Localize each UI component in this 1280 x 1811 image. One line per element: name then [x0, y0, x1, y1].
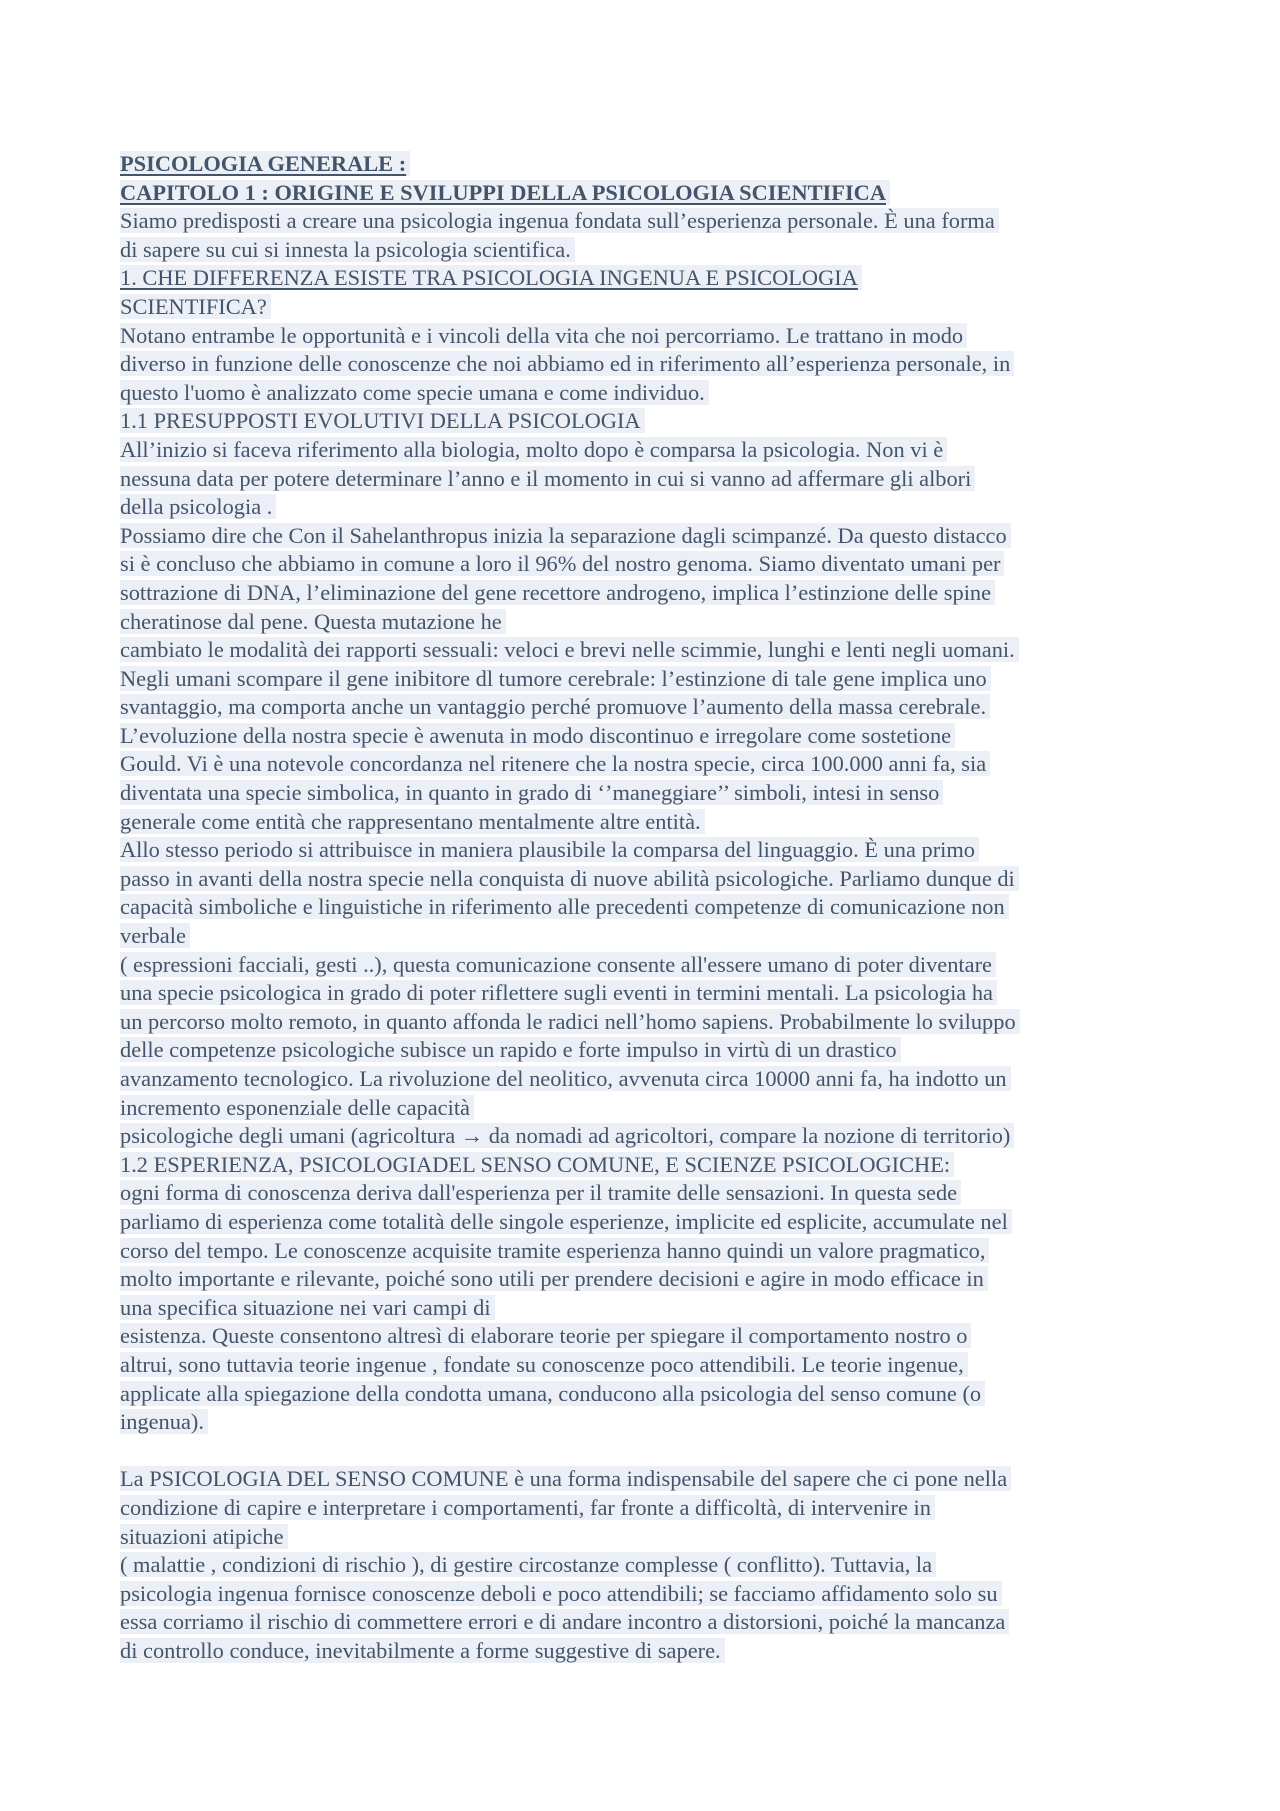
chapter-heading [120, 179, 1180, 208]
text-line [120, 750, 1180, 779]
text-line-content: cheratinose dal pene. Questa mutazione he [120, 609, 506, 634]
text-line [120, 1265, 1180, 1294]
text-line-content: capacità simboliche e linguistiche in riferimento alle precedenti competenze di comunicazione non [120, 894, 1009, 919]
text-line [120, 1179, 1180, 1208]
text-line-content: Gould. Vi è una notevole concordanza nel ritenere che la nostra specie, circa 100.000 anni fa, sia [120, 751, 990, 776]
document-page [120, 150, 1180, 1665]
text-line-content: Allo stesso periodo si attribuisce in maniera plausibile la comparsa del linguaggio. È una primo [120, 837, 979, 862]
text-line-content: psicologia ingenua fornisce conoscenze deboli e poco attendibili; se facciamo affidamento solo su [120, 1581, 1002, 1606]
text-line-content: ( malattie , condizioni di rischio ), di gestire circostanze complesse ( conflitto). Tuttavia, la [120, 1552, 936, 1577]
text-line-content: La PSICOLOGIA DEL SENSO COMUNE è una forma indispensabile del sapere che ci pone nella [120, 1466, 1011, 1491]
text-line [120, 1494, 1180, 1523]
text-line [120, 1408, 1180, 1437]
text-line-content: situazioni atipiche [120, 1524, 288, 1549]
text-line-content: L’evoluzione della nostra specie è awenuta in modo discontinuo e irregolare come sostetione [120, 723, 955, 748]
text-line [120, 1036, 1180, 1065]
text-line [120, 379, 1180, 408]
text-line [120, 1208, 1180, 1237]
text-line [120, 836, 1180, 865]
text-line [120, 1294, 1180, 1323]
text-line [120, 207, 1180, 236]
text-line-content: ingenua). [120, 1409, 208, 1434]
text-line-content: questo l'uomo è analizzato come specie umana e come individuo. [120, 380, 709, 405]
text-line-content: Notano entrambe le opportunità e i vincoli della vita che noi percorriamo. Le trattano in modo [120, 323, 967, 348]
text-line-content: sottrazione di DNA, l’eliminazione del gene recettore androgeno, implica l’estinzione delle spine [120, 580, 995, 605]
text-line [120, 808, 1180, 837]
text-line-content: 1. CHE DIFFERENZA ESISTE TRA PSICOLOGIA INGENUA E PSICOLOGIA [120, 265, 862, 290]
text-line-content: verbale [120, 923, 190, 948]
text-line-content: di sapere su cui si innesta la psicologia scientifica. [120, 237, 575, 262]
text-line [120, 1580, 1180, 1609]
text-line-content: parliamo di esperienza come totalità delle singole esperienze, implicite ed esplicite, accumulate nel [120, 1209, 1012, 1234]
text-line [120, 1551, 1180, 1580]
text-line-content: passo in avanti della nostra specie nella conquista di nuove abilità psicologiche. Parliamo dunque di [120, 866, 1019, 891]
text-line-content: Negli umani scompare il gene inibitore dl tumore cerebrale: l’estinzione di tale gene implica uno [120, 666, 991, 691]
text-line-content: avanzamento tecnologico. La rivoluzione del neolitico, avvenuta circa 10000 anni fa, ha indotto un [120, 1066, 1011, 1091]
text-line [120, 779, 1180, 808]
text-line [120, 693, 1180, 722]
text-line [120, 465, 1180, 494]
text-line [120, 350, 1180, 379]
text-line [120, 550, 1180, 579]
text-line-content: diverso in funzione delle conoscenze che noi abbiamo ed in riferimento all’esperienza personale, in [120, 351, 1014, 376]
text-line-content: corso del tempo. Le conoscenze acquisite tramite esperienza hanno quindi un valore pragmatico, [120, 1238, 989, 1263]
text-line-content: altrui, sono tuttavia teorie ingenue , fondate su conoscenze poco attendibili. Le teorie ingenue, [120, 1352, 968, 1377]
text-line-content: della psicologia . [120, 494, 276, 519]
text-line [120, 865, 1180, 894]
text-line [120, 893, 1180, 922]
text-line-content: ogni forma di conoscenza deriva dall'esperienza per il tramite delle sensazioni. In questa sede [120, 1180, 961, 1205]
text-line-content: 1.2 ESPERIENZA, PSICOLOGIADEL SENSO COMUNE, E SCIENZE PSICOLOGICHE: [120, 1152, 954, 1177]
text-line-content: nessuna data per potere determinare l’anno e il momento in cui si vanno ad affermare gli albori [120, 466, 975, 491]
text-line-content: generale come entità che rappresentano mentalmente altre entità. [120, 809, 705, 834]
text-line [120, 1122, 1180, 1151]
text-line [120, 951, 1180, 980]
text-line-content: svantaggio, ma comporta anche un vantaggio perché promuove l’aumento della massa cerebrale. [120, 694, 990, 719]
text-line [120, 636, 1180, 665]
text-line-content: di controllo conduce, inevitabilmente a forme suggestive di sapere. [120, 1638, 725, 1663]
text-line [120, 522, 1180, 551]
text-line [120, 922, 1180, 951]
text-line [120, 436, 1180, 465]
document-title [120, 150, 1180, 179]
text-line [120, 722, 1180, 751]
text-line-content: CAPITOLO 1 : ORIGINE E SVILUPPI DELLA PSICOLOGIA SCIENTIFICA [120, 180, 890, 205]
text-line [120, 264, 1180, 293]
text-line [120, 493, 1180, 522]
text-line-content: SCIENTIFICA? [120, 294, 271, 319]
text-line-content: ( espressioni facciali, gesti ..), questa comunicazione consente all'essere umano di poter diventare [120, 952, 996, 977]
text-line [120, 1380, 1180, 1409]
text-line-content: incremento esponenziale delle capacità [120, 1095, 474, 1120]
text-line [120, 1237, 1180, 1266]
text-line-content: essa corriamo il rischio di commettere errori e di andare incontro a distorsioni, poiché la mancanza [120, 1609, 1009, 1634]
text-line-content: molto importante e rilevante, poiché sono utili per prendere decisioni e agire in modo efficace in [120, 1266, 988, 1291]
text-line-content: 1.1 PRESUPPOSTI EVOLUTIVI DELLA PSICOLOGIA [120, 408, 645, 433]
text-line [120, 1465, 1180, 1494]
text-line [120, 293, 1180, 322]
text-line-content: una specifica situazione nei vari campi di [120, 1295, 495, 1320]
text-line [120, 1094, 1180, 1123]
text-line [120, 1065, 1180, 1094]
text-line [120, 236, 1180, 265]
text-line-content: applicate alla spiegazione della condotta umana, conducono alla psicologia del senso comune (o [120, 1381, 985, 1406]
text-line-content: Siamo predisposti a creare una psicologia ingenua fondata sull’esperienza personale. È una forma [120, 208, 999, 233]
text-line-content: Possiamo dire che Con il Sahelanthropus inizia la separazione dagli scimpanzé. Da questo distacco [120, 523, 1011, 548]
text-line [120, 1637, 1180, 1666]
blank-line [120, 1437, 1180, 1466]
text-line [120, 665, 1180, 694]
text-line-content: si è concluso che abbiamo in comune a loro il 96% del nostro genoma. Siamo diventato umani per [120, 551, 1004, 576]
text-line-content: condizione di capire e interpretare i comportamenti, far fronte a difficoltà, di intervenire in [120, 1495, 935, 1520]
text-line [120, 1351, 1180, 1380]
text-line [120, 1322, 1180, 1351]
text-line-content: All’inizio si faceva riferimento alla biologia, molto dopo è comparsa la psicologia. Non vi è [120, 437, 947, 462]
text-line [120, 1008, 1180, 1037]
text-line-content: una specie psicologica in grado di poter riflettere sugli eventi in termini mentali. La psicologia ha [120, 980, 997, 1005]
text-line [120, 979, 1180, 1008]
text-line-content: psicologiche degli umani (agricoltura → da nomadi ad agricoltori, compare la nozione di territorio) [120, 1123, 1014, 1148]
text-line-content: un percorso molto remoto, in quanto affonda le radici nell’homo sapiens. Probabilmente lo sviluppo [120, 1009, 1020, 1034]
text-line-content: cambiato le modalità dei rapporti sessuali: veloci e brevi nelle scimmie, lunghi e lenti negli uomani. [120, 637, 1019, 662]
text-line [120, 322, 1180, 351]
text-line-content: PSICOLOGIA GENERALE : [120, 151, 410, 176]
text-line [120, 608, 1180, 637]
text-line [120, 407, 1180, 436]
text-line [120, 579, 1180, 608]
text-line [120, 1608, 1180, 1637]
text-line-content: diventata una specie simbolica, in quanto in grado di ‘’maneggiare’’ simboli, intesi in senso [120, 780, 943, 805]
text-line-content: esistenza. Queste consentono altresì di elaborare teorie per spiegare il comportamento nostro o [120, 1323, 971, 1348]
text-line [120, 1151, 1180, 1180]
text-line-content: delle competenze psicologiche subisce un rapido e forte impulso in virtù di un drastico [120, 1037, 901, 1062]
text-line [120, 1523, 1180, 1552]
